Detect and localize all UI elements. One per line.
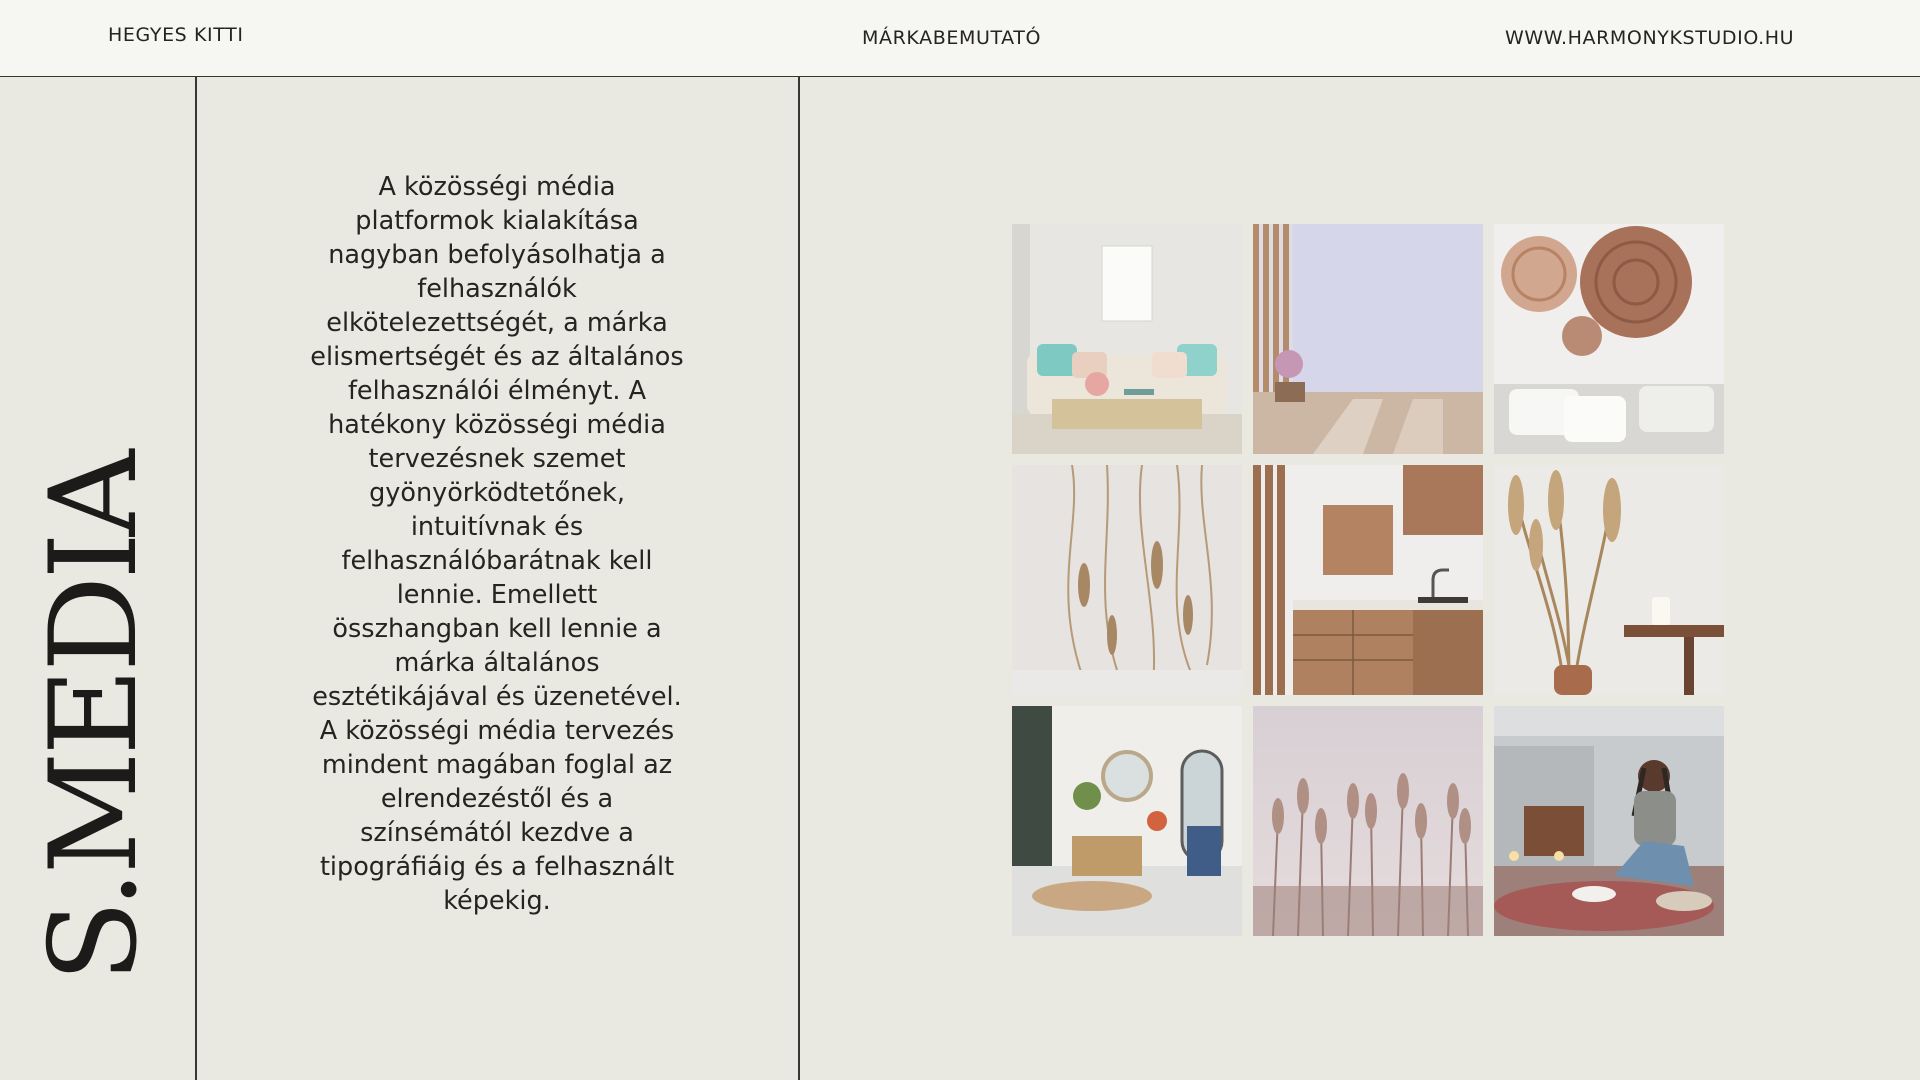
header-bar: [0, 0, 1920, 77]
bright-bohemian-room-photo: [1012, 706, 1242, 936]
vertical-section-title: S.MEDIA: [25, 453, 164, 983]
column-divider-left: [195, 77, 197, 1080]
website-link[interactable]: WWW.HARMONYKSTUDIO.HU: [1505, 27, 1795, 49]
empty-room-wood-slats-photo: [1253, 224, 1483, 454]
wooden-kitchen-photo: [1253, 465, 1483, 695]
dried-grass-hanging-photo: [1012, 465, 1242, 695]
author-name: HEGYES KITTI: [108, 24, 244, 46]
body-paragraph: A közösségi média platformok kialakítása nagyban befolyásolhatja a felhasználók elkötelezettségét, a márka elismertségét és az általános felhasználói élményt. A hatékony közösségi média tervezésnek szemet gyönyörködtetőnek, intuitívnak és felhasználóbarátnak kell lennie. Emellett összhangban kell lennie a márka általános esztétikájával és üzenetével. A közösségi média tervezés mindent magában foglal az elrendezéstől és a színsémától kezdve a tipográfiáig és a felhasznált képekig.: [310, 172, 684, 916]
living-room-sofa-photo: [1012, 224, 1242, 454]
woven-wall-plates-photo: [1494, 224, 1724, 454]
moodboard-grid: [1012, 224, 1724, 936]
column-divider-right: [798, 77, 800, 1080]
woman-sitting-rug-photo: [1494, 706, 1724, 936]
reeds-sky-photo: [1253, 706, 1483, 936]
section-title: MÁRKABEMUTATÓ: [862, 27, 1042, 49]
pampas-grass-vase-photo: [1494, 465, 1724, 695]
